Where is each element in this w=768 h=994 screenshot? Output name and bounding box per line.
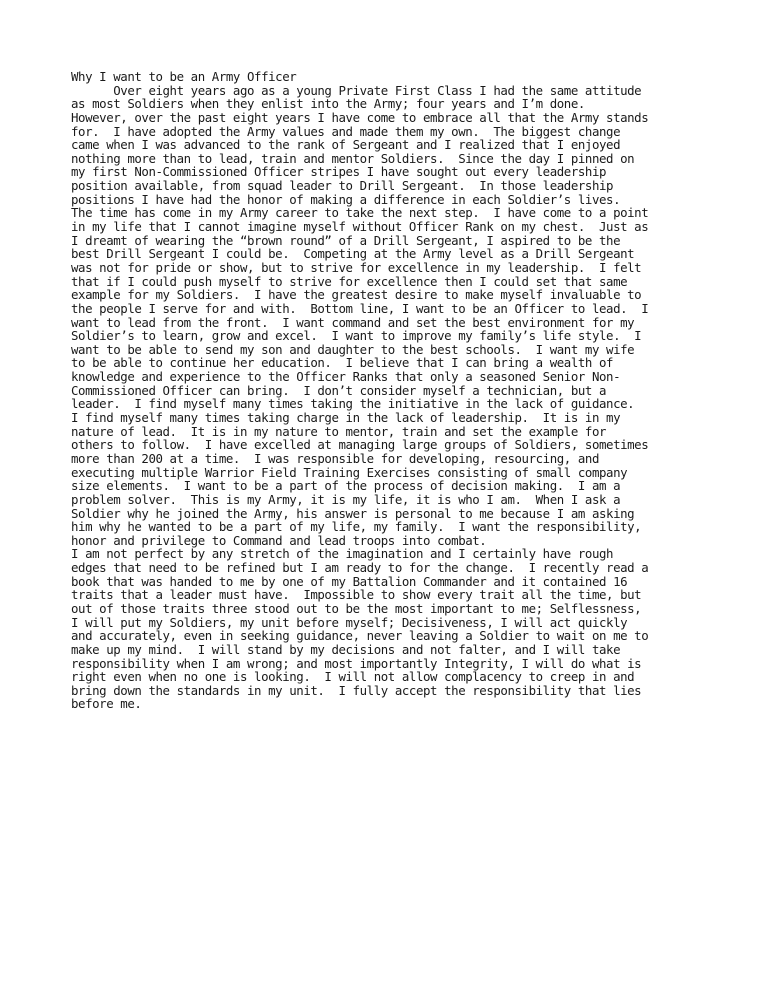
essay-line: I will put my Soldiers, my unit before myself; Decisiveness, I will act quickly — [71, 614, 628, 630]
essay-line: as most Soldiers when they enlist into the Army; four years and I’m done. — [71, 96, 585, 112]
essay-line: and accurately, even in seeking guidance, never leaving a Soldier to wait on me to — [71, 628, 649, 644]
essay-line: Commissioned Officer can bring. I don’t consider myself a technician, but a — [71, 382, 607, 398]
essay-line: for. I have adopted the Army values and made them my own. The biggest change — [71, 123, 621, 139]
essay-line: my first Non-Commissioned Officer stripes I have sought out every leadership — [71, 164, 607, 180]
essay-line: Soldier why he joined the Army, his answer is personal to me because I am asking — [71, 505, 635, 521]
essay-line: position available, from squad leader to Drill Sergeant. In those leadership — [71, 178, 614, 194]
essay-line: in my life that I cannot imagine myself without Officer Rank on my chest. Just as — [71, 219, 649, 235]
essay-line: to be able to continue her education. I believe that I can bring a wealth of — [71, 355, 614, 371]
essay-line: example for my Soldiers. I have the greatest desire to make myself invaluable to — [71, 287, 642, 303]
essay-line: leader. I find myself many times taking the initiative in the lack of guidance. — [71, 396, 635, 412]
essay-line: make up my mind. I will stand by my decisions and not falter, and I will take — [71, 641, 621, 657]
essay-line: came when I was advanced to the rank of Sergeant and I realized that I enjoyed — [71, 137, 621, 153]
essay-line: honor and privilege to Command and lead troops into combat. — [71, 532, 487, 548]
essay-line: nothing more than to lead, train and mentor Soldiers. Since the day I pinned on — [71, 150, 635, 166]
essay-line: size elements. I want to be a part of the process of decision making. I am a — [71, 478, 621, 494]
essay-line: was not for pride or show, but to strive for excellence in my leadership. I felt — [71, 259, 642, 275]
essay-title: Why I want to be an Army Officer — [71, 69, 297, 84]
essay-line: knowledge and experience to the Officer Ranks that only a seasoned Senior Non- — [71, 369, 621, 385]
essay-line: more than 200 at a time. I was responsible for developing, resourcing, and — [71, 450, 599, 466]
essay-line: out of those traits three stood out to be the most important to me; Selflessness, — [71, 600, 642, 616]
essay-line: I find myself many times taking charge in the lack of leadership. It is in my — [71, 410, 621, 426]
essay-line: him why he wanted to be a part of my life, my family. I want the responsibility, — [71, 519, 642, 535]
essay-body — [71, 70, 711, 711]
essay-line: the people I serve for and with. Bottom line, I want to be an Officer to lead. I — [71, 300, 649, 316]
essay-line: right even when no one is looking. I will not allow complacency to creep in and — [71, 669, 635, 685]
essay-line: I am not perfect by any stretch of the imagination and I certainly have rough — [71, 546, 614, 562]
essay-line: edges that need to be refined but I am ready to for the change. I recently read a — [71, 560, 649, 576]
essay-line: before me. — [71, 696, 142, 712]
essay-line: book that was handed to me by one of my Battalion Commander and it contained 16 — [71, 573, 628, 589]
essay-line: that if I could push myself to strive for excellence then I could set that same — [71, 273, 628, 289]
essay-line: responsibility when I am wrong; and most importantly Integrity, I will do what is — [71, 655, 642, 671]
essay-line: best Drill Sergeant I could be. Competing at the Army level as a Drill Sergeant — [71, 246, 635, 262]
essay-line: Over eight years ago as a young Private First Class I had the same attitude — [71, 82, 642, 98]
essay-line: Soldier’s to learn, grow and excel. I want to improve my family’s life style. I — [71, 328, 642, 344]
essay-line: others to follow. I have excelled at managing large groups of Soldiers, sometimes — [71, 437, 649, 453]
essay-line: bring down the standards in my unit. I fully accept the responsibility that lies — [71, 682, 642, 698]
essay-line: want to lead from the front. I want command and set the best environment for my — [71, 314, 635, 330]
essay-line: However, over the past eight years I have come to embrace all that the Army stands — [71, 109, 649, 125]
essay-line: problem solver. This is my Army, it is my life, it is who I am. When I ask a — [71, 491, 621, 507]
essay-line: executing multiple Warrior Field Training Exercises consisting of small company — [71, 464, 628, 480]
essay-line: traits that a leader must have. Impossible to show every trait all the time, but — [71, 587, 642, 603]
essay-line: positions I have had the honor of making a difference in each Soldier’s lives. — [71, 191, 621, 207]
essay-line: nature of lead. It is in my nature to mentor, train and set the example for — [71, 423, 607, 439]
essay-line: The time has come in my Army career to take the next step. I have come to a point — [71, 205, 649, 221]
essay-line: want to be able to send my son and daughter to the best schools. I want my wife — [71, 341, 635, 357]
essay-line: I dreamt of wearing the “brown round” of a Drill Sergeant, I aspired to be the — [71, 232, 621, 248]
